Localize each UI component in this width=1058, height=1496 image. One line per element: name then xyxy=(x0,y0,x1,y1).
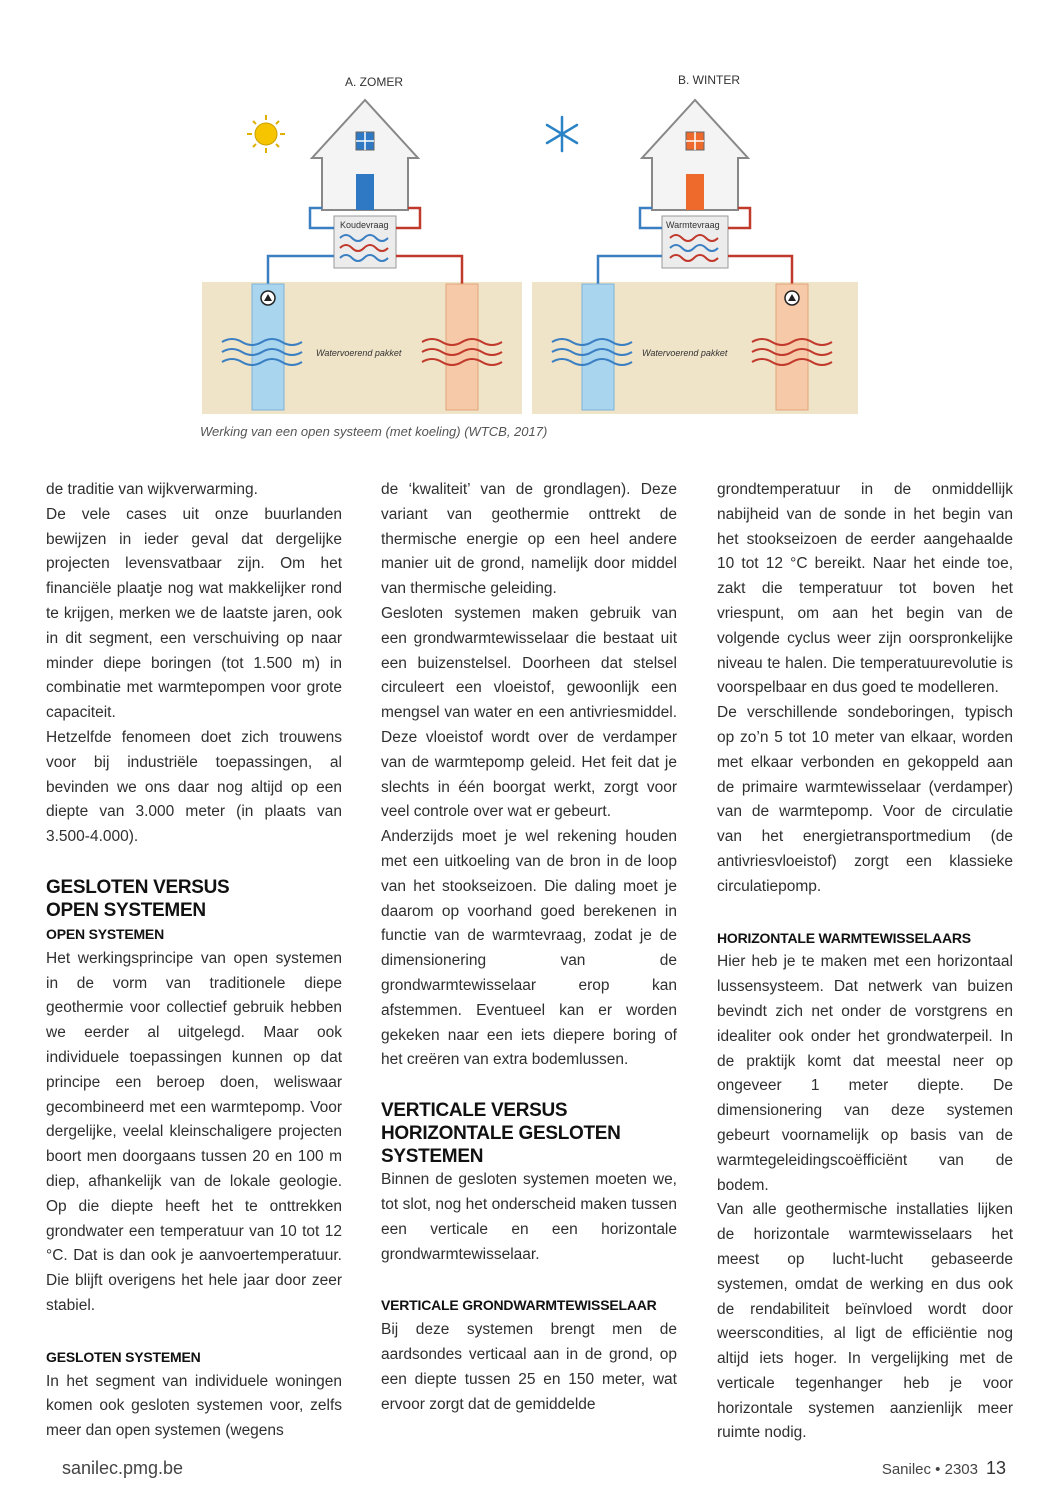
aquifer-label-winter: Watervoerend pakket xyxy=(642,348,728,358)
open-system-diagram xyxy=(200,60,860,420)
paragraph: Het werkingsprincipe van open systemen in de vorm van traditionele diepe geothermie voor collectief gebruik hebben we eerder al uitgelegd. Maar ook individuele toepassingen kunnen op dat principe een beroep doen, weliswaar gecombineerd met een warmtepomp. Voor dergelijke, veelal kleinschaligere projecten boort men doorgaans tussen 20 en 100 m diep, afhankelijk van de lokale geologie. Op die diepte heeft het te onttrekken grondwater een temperatuur van 10 tot 12 °C. Dat is dan ook je aanvoertemperatuur. Die blijft overigens het hele jaar door zeer stabiel. xyxy=(46,949,342,1314)
subheading-vertical: VERTICALE GRONDWARMTEWISSELAAR xyxy=(381,1297,657,1314)
door-summer xyxy=(356,174,374,210)
page-number: 13 xyxy=(985,1458,1006,1478)
house-summer xyxy=(312,100,418,210)
heading-line: HORIZONTALE GESLOTEN xyxy=(381,1123,621,1145)
paragraph: de ‘kwaliteit’ van de grondlagen). Deze variant van geothermie onttrekt de thermische energie op een heel andere manier uit de grond, namelijk door middel van thermische geleiding. xyxy=(381,481,677,598)
paragraph: de traditie van wijkverwarming. xyxy=(46,481,258,498)
heading-line: OPEN SYSTEMEN xyxy=(46,899,206,921)
paragraph: Van alle geothermische installaties lijken de horizontale warmtewisselaars het meest op lucht-lucht gebaseerde systemen, omdat de werking en dus ook de rendabiliteit beïnvloed wordt door weerscondities, al ligt de efficiëntie nog altijd iets hoger. In vergelijking met de verticale tegenhanger heb je voor horizontale systemen aanzienlijk meer ruimte nodig. xyxy=(717,1201,1013,1442)
section-heading xyxy=(381,1099,677,1168)
paragraph: Hier heb je te maken met een horizontaal lussensysteem. Dat netwerk van buizen bevindt zich net onder de vorstgrens en idealiter ook onder het grondwaterpeil. In de praktijk komt dat meestal neer op ongeveer 1 meter diepte. De dimensionering van deze systemen gebeurt voornamelijk op basis van de warmtegeleidingscoëfficiënt van de bodem. xyxy=(717,953,1013,1194)
aquifer-label-summer: Watervoerend pakket xyxy=(316,348,402,358)
sun-icon xyxy=(247,115,285,153)
column-2 xyxy=(381,478,677,1417)
cold-well-winter xyxy=(582,284,614,410)
column-3 xyxy=(717,478,1013,1446)
summer-box-label: Koudevraag xyxy=(340,220,389,230)
door-winter xyxy=(686,174,704,210)
heading-line: VERTICALE VERSUS xyxy=(381,1100,568,1122)
figure-caption: Werking van een open systeem (met koeling) (WTCB, 2017) xyxy=(200,424,548,439)
paragraph: Hetzelfde fenomeen doet zich trouwens voor bij industriële toepassingen, al bevinden we ons daar nog altijd op een diepte van 3.000 meter (in plaats van 3.500-4.000). xyxy=(46,728,342,846)
section-heading xyxy=(46,876,342,922)
paragraph: Gesloten systemen maken gebruik van een grondwarmtewisselaar die bestaat uit een buizenstelsel. Doorheen dat stelsel circuleert een vloeistof, gewoonlijk een mengsel van water en een antivriesmiddel. Deze vloeistof wordt over de verdamper van de warmtepomp geleid. Het feit dat je slechts in één boorgat werkt, zorgt voor veel controle over wat er gebeurt. xyxy=(381,604,677,821)
paragraph: Binnen de gesloten systemen moeten we, tot slot, nog het onderscheid maken tussen een verticale en een horizontale grondwarmtewisselaar. xyxy=(381,1171,677,1263)
paragraph: In het segment van individuele woningen komen ook gesloten systemen voor, zelfs meer dan open systemen (wegens xyxy=(46,1372,342,1440)
paragraph: De verschillende sondeboringen, typisch op zo’n 5 tot 10 meter van elkaar, worden met elkaar verbonden en gekoppeld aan de primaire warmtewisselaar (verdamper) van de warmtepomp. Voor de circulatie van het energietransportmedium (de antivriesvloeistof) zorgt een klassieke circulatiepomp. xyxy=(717,704,1013,895)
warm-well-summer xyxy=(446,284,478,410)
house-winter xyxy=(642,100,748,210)
subheading-horizontal: HORIZONTALE WARMTEWISSELAARS xyxy=(717,929,971,946)
paragraph: grondtemperatuur in de onmiddellijk nabijheid van de sonde in het begin van het stookseizoen de eerder aangehaalde 10 tot 12 °C bereikt. Naar het einde toe, zakt die temperatuur tot boven het vriespunt, om aan het begin van de volgende cyclus weer zijn oorspronkelijke niveau te halen. Die temperatuurevolutie is voorspelbaar en dus goed te modelleren. xyxy=(717,481,1013,697)
summer-title: A. ZOMER xyxy=(345,75,404,89)
column-1 xyxy=(46,478,342,1444)
footer-issue xyxy=(882,1458,1006,1479)
winter-box-label: Warmtevraag xyxy=(666,220,720,230)
issue-label: Sanilec • 2303 xyxy=(881,1461,978,1478)
footer-website[interactable]: sanilec.pmg.be xyxy=(62,1458,184,1478)
heading-line: SYSTEMEN xyxy=(381,1146,484,1168)
paragraph: De vele cases uit onze buurlanden bewijzen in ieder geval dat dergelijke projecten levensvatbaar zijn. Om het financiële plaatje nog wat makkelijker rond te krijgen, merken we de laatste jaren, ook in dit segment, een verschuiving op naar minder diepe boringen (tot 1.500 m) in combinatie met warmtepompen voor grote capaciteit. xyxy=(46,505,342,722)
paragraph: Bij deze systemen brengt men de aardsondes verticaal aan in de grond, op een diepte tussen 25 en 150 meter, wat ervoor zorgt dat de gemiddelde xyxy=(381,1321,677,1413)
paragraph: Anderzijds moet je wel rekening houden met een uitkoeling van de bron in de loop van het stookseizoen. Die daling moet je daarom op voorhand goed berekenen in functie van de warmtevraag, zodat je de dimensionering van de grondwarmtewisselaar erop kan afstemmen. Eventueel kan er worden gekeken naar een iets diepere boring of het creëren van extra bodemlussen. xyxy=(381,828,677,1069)
snowflake-icon xyxy=(547,117,577,151)
heading-line: GESLOTEN VERSUS xyxy=(46,876,230,898)
winter-title: B. WINTER xyxy=(678,73,740,87)
subheading-closed-systems: GESLOTEN SYSTEMEN xyxy=(46,1348,201,1365)
subheading-open-systems: OPEN SYSTEMEN xyxy=(46,925,164,942)
